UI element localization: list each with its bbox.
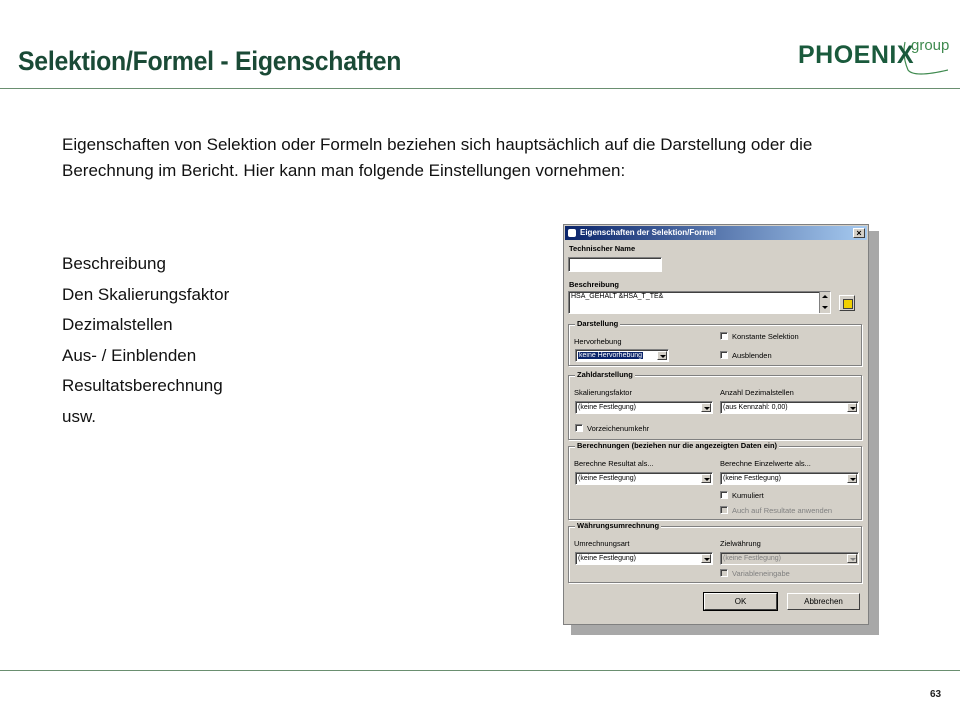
calculations-group <box>568 441 862 520</box>
app-icon <box>568 229 576 237</box>
decimals-label: Anzahl Dezimalstellen <box>720 388 794 397</box>
constant-selection-checkbox[interactable] <box>720 332 728 340</box>
scaling-select[interactable] <box>575 401 713 414</box>
calc-result-value: (keine Festlegung) <box>578 475 636 482</box>
variable-input-checkbox[interactable] <box>720 569 728 577</box>
hide-label: Ausblenden <box>732 351 772 360</box>
page-number: 63 <box>930 689 942 700</box>
conversion-type-select[interactable] <box>575 552 713 565</box>
phoenix-group-logo <box>798 34 948 78</box>
chevron-down-icon[interactable] <box>847 403 857 412</box>
currency-conversion-group <box>568 521 862 583</box>
list-item: Resultatsberechnung <box>62 376 223 395</box>
list-item: usw. <box>62 406 97 426</box>
text-elements-icon <box>843 299 853 309</box>
chevron-down-icon[interactable] <box>701 474 711 483</box>
properties-dialog <box>563 224 869 625</box>
ok-button[interactable]: OK <box>704 593 777 610</box>
target-currency-label: Zielwährung <box>720 539 761 548</box>
variable-input-label: Variableneingabe <box>732 569 790 578</box>
description-value: HSA_GEHALT &HSA_T_TE& <box>571 293 664 300</box>
list-item: Den Skalierungsfaktor <box>62 284 230 304</box>
sign-reversal-checkbox[interactable] <box>575 424 583 432</box>
scaling-label: Skalierungsfaktor <box>574 388 632 397</box>
list-item: Aus- / Einblenden <box>62 345 197 365</box>
highlight-select[interactable] <box>575 349 669 362</box>
number-format-group <box>568 370 862 440</box>
calculations-group-label: Berechnungen (beziehen nur die angezeigten Daten ein) <box>577 441 778 450</box>
calc-single-value: (keine Festlegung) <box>723 475 781 482</box>
technical-name-label: Technischer Name <box>569 244 636 253</box>
intro-paragraph: Eigenschaften von Selektion oder Formeln beziehen sich hauptsächlich auf die Darstellung oder die Berechnung im Bericht. Hier kann man folgende Einstellungen vornehmen: <box>62 135 813 180</box>
chevron-down-icon[interactable] <box>701 554 711 563</box>
settings-list <box>62 249 229 432</box>
decimals-value: (aus Kennzahl: 0,00) <box>723 404 788 411</box>
hide-checkbox[interactable] <box>720 351 728 359</box>
constant-selection-label: Konstante Selektion <box>732 332 799 341</box>
description-scrollbar[interactable] <box>819 292 830 313</box>
calc-result-label: Berechne Resultat als... <box>574 459 654 468</box>
text-elements-button[interactable] <box>839 295 855 311</box>
calc-single-select[interactable] <box>720 472 859 485</box>
scroll-down-icon[interactable] <box>822 306 828 309</box>
cumulated-checkbox[interactable] <box>720 491 728 499</box>
dialog-titlebar <box>565 226 867 240</box>
highlight-value: keine Hervorhebung <box>579 352 643 359</box>
logo-subtext: group <box>911 37 950 54</box>
logo-wordmark: PHOENIX <box>798 41 915 69</box>
cancel-button[interactable]: Abbrechen <box>787 593 860 610</box>
scroll-up-icon[interactable] <box>822 295 828 298</box>
currency-group-label: Währungsumrechnung <box>577 521 660 530</box>
chevron-down-icon[interactable] <box>701 403 711 412</box>
number-format-group-label: Zahldarstellung <box>577 370 633 379</box>
apply-to-results-label: Auch auf Resultate anwenden <box>732 506 833 515</box>
highlight-label: Hervorhebung <box>574 337 622 346</box>
calc-result-select[interactable] <box>575 472 713 485</box>
technical-name-input[interactable] <box>568 257 662 272</box>
target-currency-value: (keine Festlegung) <box>723 555 781 562</box>
chevron-down-icon[interactable] <box>657 351 667 360</box>
chevron-down-icon[interactable] <box>847 474 857 483</box>
target-currency-select[interactable] <box>720 552 859 565</box>
dialog-title: Eigenschaften der Selektion/Formel <box>580 228 717 237</box>
list-item: Dezimalstellen <box>62 315 173 334</box>
description-input[interactable] <box>568 291 831 314</box>
footer-divider <box>0 670 960 671</box>
display-group-label: Darstellung <box>577 319 619 328</box>
display-group <box>568 319 862 366</box>
close-button[interactable]: × <box>853 228 865 238</box>
list-item: Beschreibung <box>62 254 166 273</box>
calc-single-label: Berechne Einzelwerte als... <box>720 459 811 468</box>
decimals-select[interactable] <box>720 401 859 414</box>
sign-reversal-label: Vorzeichenumkehr <box>587 424 650 433</box>
apply-to-results-checkbox[interactable] <box>720 506 728 514</box>
chevron-down-icon[interactable] <box>847 554 857 563</box>
conversion-type-label: Umrechnungsart <box>574 539 630 548</box>
conversion-type-value: (keine Festlegung) <box>578 555 636 562</box>
scaling-value: (keine Festlegung) <box>578 404 636 411</box>
header-divider <box>0 88 960 89</box>
slide-title: Selektion/Formel - Eigenschaften <box>18 46 402 76</box>
cumulated-label: Kumuliert <box>732 491 764 500</box>
description-label: Beschreibung <box>569 280 620 289</box>
